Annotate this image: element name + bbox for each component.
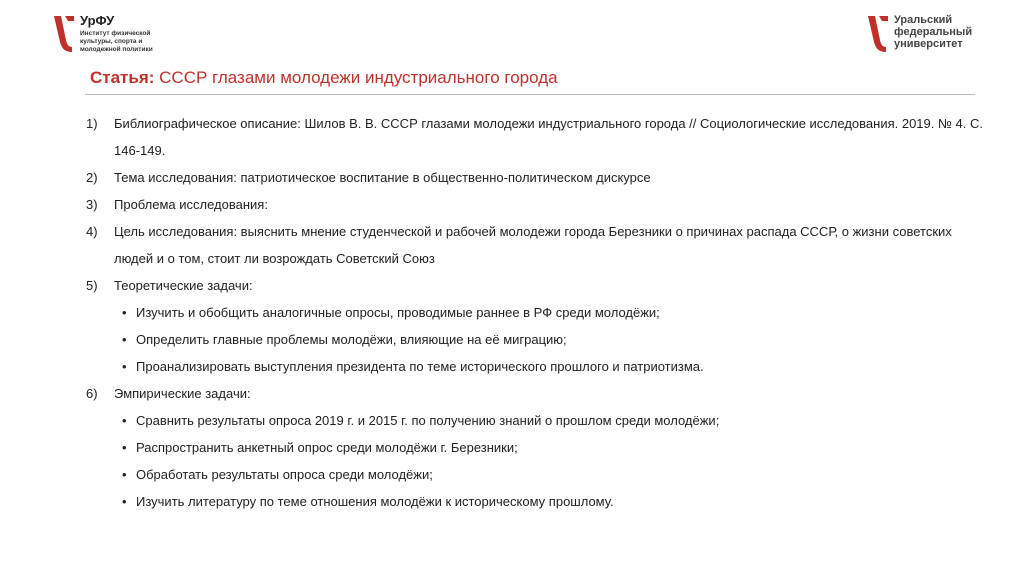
- title-prefix: Статья:: [90, 68, 155, 87]
- page-title: [90, 68, 558, 88]
- bullet-item: • Изучить и обобщить аналогичные опросы, проводимые раннее в РФ среди молодёжи;: [122, 305, 660, 320]
- bullet-item: • Обработать результаты опроса среди молодёжи;: [122, 467, 433, 482]
- list-item: 2) Тема исследования: патриотическое воспитание в общественно-политическом дискурсе: [86, 170, 651, 185]
- logo-subtitle: Институт физической культуры, спорта и молодежной политики: [80, 30, 153, 53]
- list-item: 4) Цель исследования: выяснить мнение студенческой и рабочей молодежи города Березники о причинах распада СССР, о жизни советских людей и о том, стоит ли возрождать Советский Союз: [86, 224, 952, 266]
- urfu-university-logo: [866, 14, 972, 54]
- urfu-logo-icon: [866, 14, 890, 54]
- list-item: 5) Теоретические задачи:: [86, 278, 253, 293]
- bullet-item: • Проанализировать выступления президента по теме исторического прошлого и патриотизма.: [122, 359, 704, 374]
- bullet-item: • Определить главные проблемы молодёжи, влияющие на её миграцию;: [122, 332, 567, 347]
- bullet-item: • Изучить литературу по теме отношения молодёжи к историческому прошлому.: [122, 494, 614, 509]
- list-item: 1) Библиографическое описание: Шилов В. В. СССР глазами молодежи индустриального города // Социологические исследования. 2019. № 4. С. 146-149.: [86, 116, 984, 158]
- urfu-institute-logo: [52, 14, 153, 54]
- content-list: [86, 110, 986, 515]
- urfu-logo-icon: [52, 14, 76, 54]
- title-divider: [85, 94, 975, 95]
- list-item: 6) Эмпирические задачи:: [86, 386, 251, 401]
- bullet-item: • Сравнить результаты опроса 2019 г. и 2015 г. по получению знаний о прошлом среди молодёжи;: [122, 413, 720, 428]
- logo-name: УрФУ: [80, 13, 115, 28]
- list-item: 3) Проблема исследования:: [86, 197, 268, 212]
- title-text: СССР глазами молодежи индустриального города: [159, 68, 558, 87]
- university-name: Уральский федеральный университет: [894, 14, 973, 50]
- bullet-item: • Распространить анкетный опрос среди молодёжи г. Березники;: [122, 440, 518, 455]
